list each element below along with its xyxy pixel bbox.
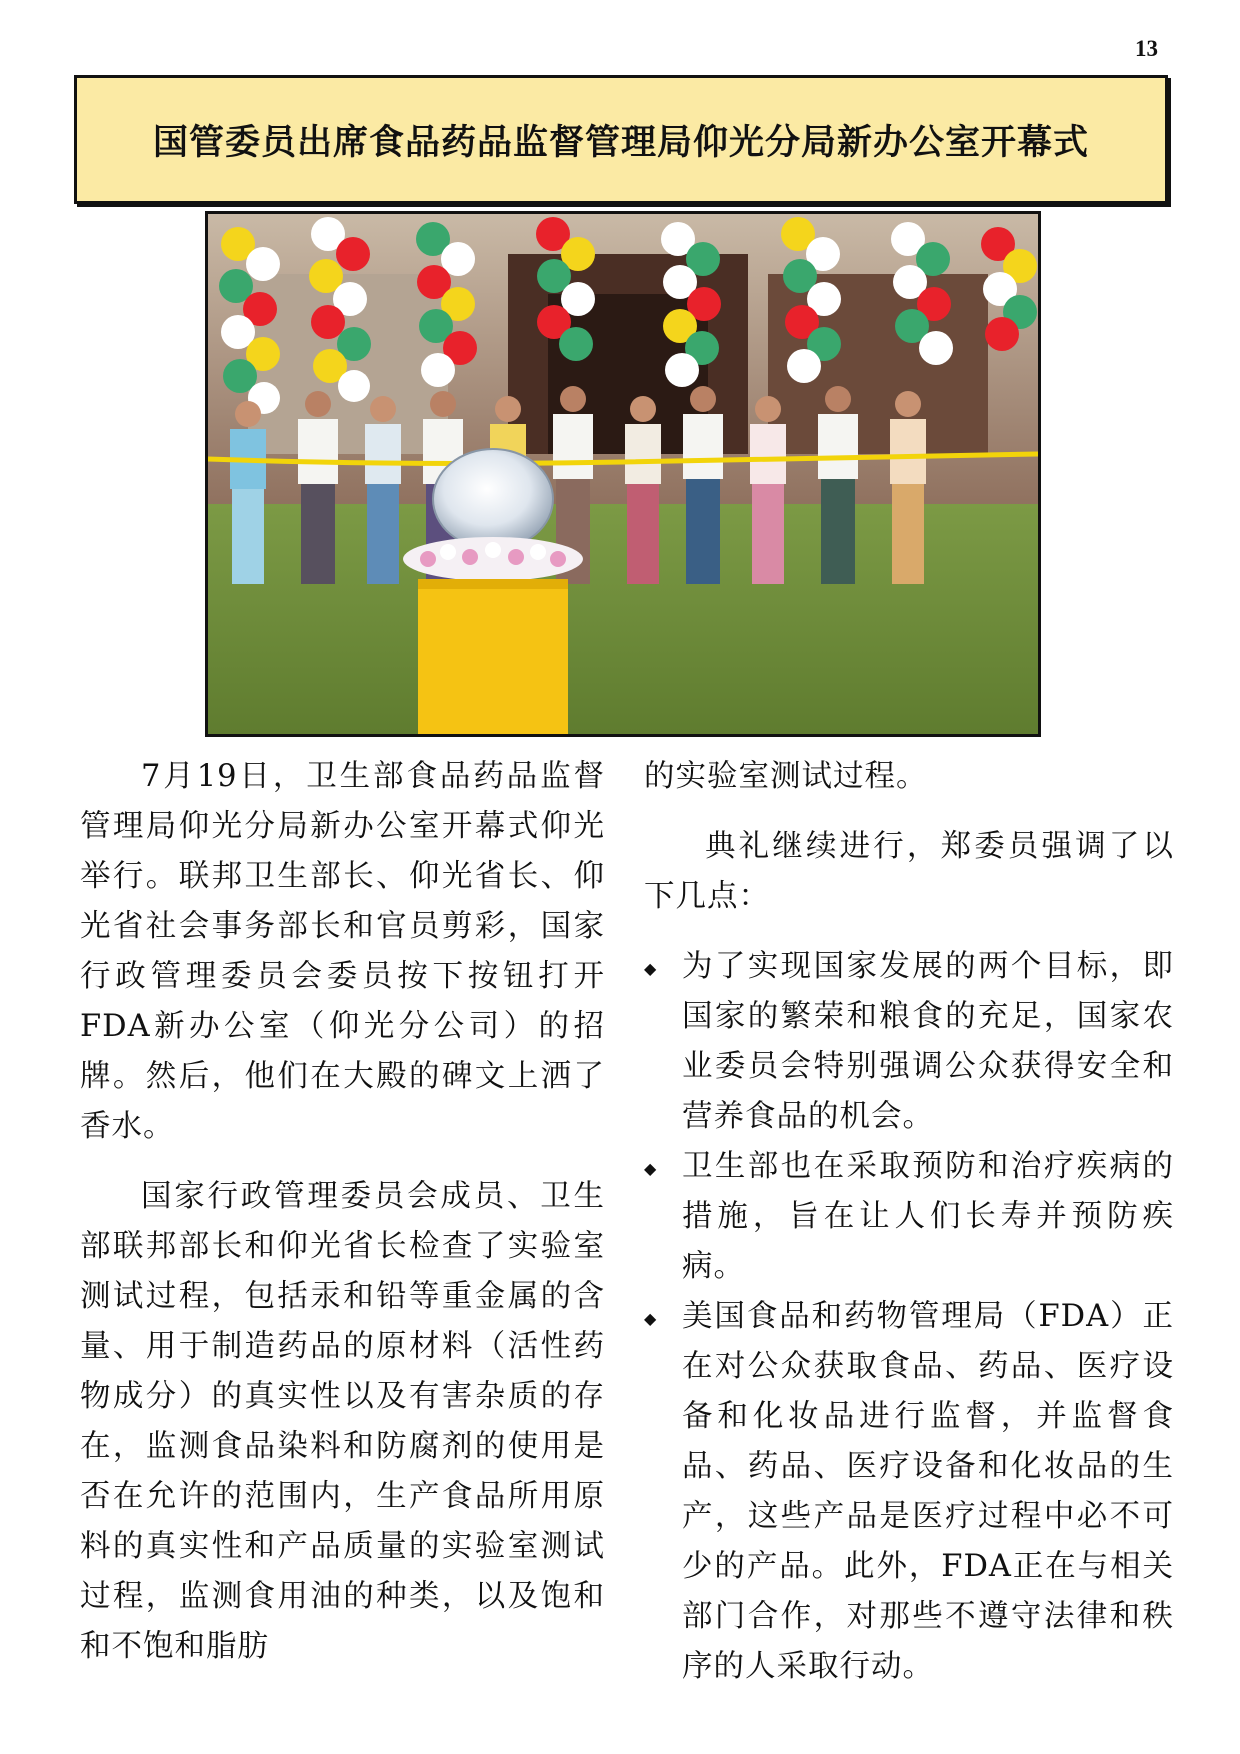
- ribbon-cutting-illustration: [208, 214, 1038, 734]
- article-right-column: [644, 752, 1174, 1692]
- key-point-text: 为了实现国家发展的两个目标，即国家的繁荣和粮食的充足，国家农业委员会特别强调公众获得安全和营养食品的机会。: [682, 949, 1174, 1134]
- key-point-text: 卫生部也在采取预防和治疗疾病的措施，旨在让人们长寿并预防疾病。: [682, 1149, 1174, 1284]
- ribbon-cutting-photo: [205, 211, 1041, 737]
- headline-title: 国管委员出席食品药品监督管理局仰光分局新办公室开幕式: [152, 122, 1089, 163]
- key-point-item: [644, 1292, 1174, 1692]
- key-point-item: [644, 942, 1174, 1142]
- diamond-bullet-icon: ◆: [644, 959, 658, 978]
- article-left-column: [80, 752, 605, 1692]
- key-points-list: [644, 942, 1174, 1692]
- diamond-bullet-icon: ◆: [644, 1159, 658, 1178]
- page-number: 13: [1135, 36, 1158, 61]
- key-point-text: 美国食品和药物管理局（FDA）正在对公众获取食品、药品、医疗设备和化妆品进行监督，并监督食品、药品、医疗设备和化妆品的生产，这些产品是医疗过程中必不可少的产品。此外，FDA正在与相关部门合作，对那些不遵守法律和秩序的人采取行动。: [682, 1299, 1174, 1684]
- article-intro: 典礼继续进行，郑委员强调了以下几点：: [644, 829, 1174, 914]
- article-paragraph: 国家行政管理委员会成员、卫生部联邦部长和仰光省长检查了实验室测试过程，包括汞和铅等重金属的含量、用于制造药品的原材料（活性药物成分）的真实性以及有害杂质的存在，监测食品染料和防腐剂的使用是否在允许的范围内，生产食品所用原料的真实性和产品质量的实验室测试过程，监测食用油的种类，以及饱和和不饱和脂肪: [80, 1179, 605, 1664]
- article-continuation: 的实验室测试过程。: [644, 759, 928, 794]
- diamond-bullet-icon: ◆: [644, 1309, 658, 1328]
- article-paragraph: 7月19日，卫生部食品药品监督管理局仰光分局新办公室开幕式仰光举行。联邦卫生部长、仰光省长、仰光省社会事务部长和官员剪彩，国家行政管理委员会委员按下按钮打开FDA新办公室（仰光分公司）的招牌。然后，他们在大殿的碑文上洒了香水。: [80, 759, 605, 1144]
- headline-box: [74, 75, 1168, 204]
- key-point-item: [644, 1142, 1174, 1292]
